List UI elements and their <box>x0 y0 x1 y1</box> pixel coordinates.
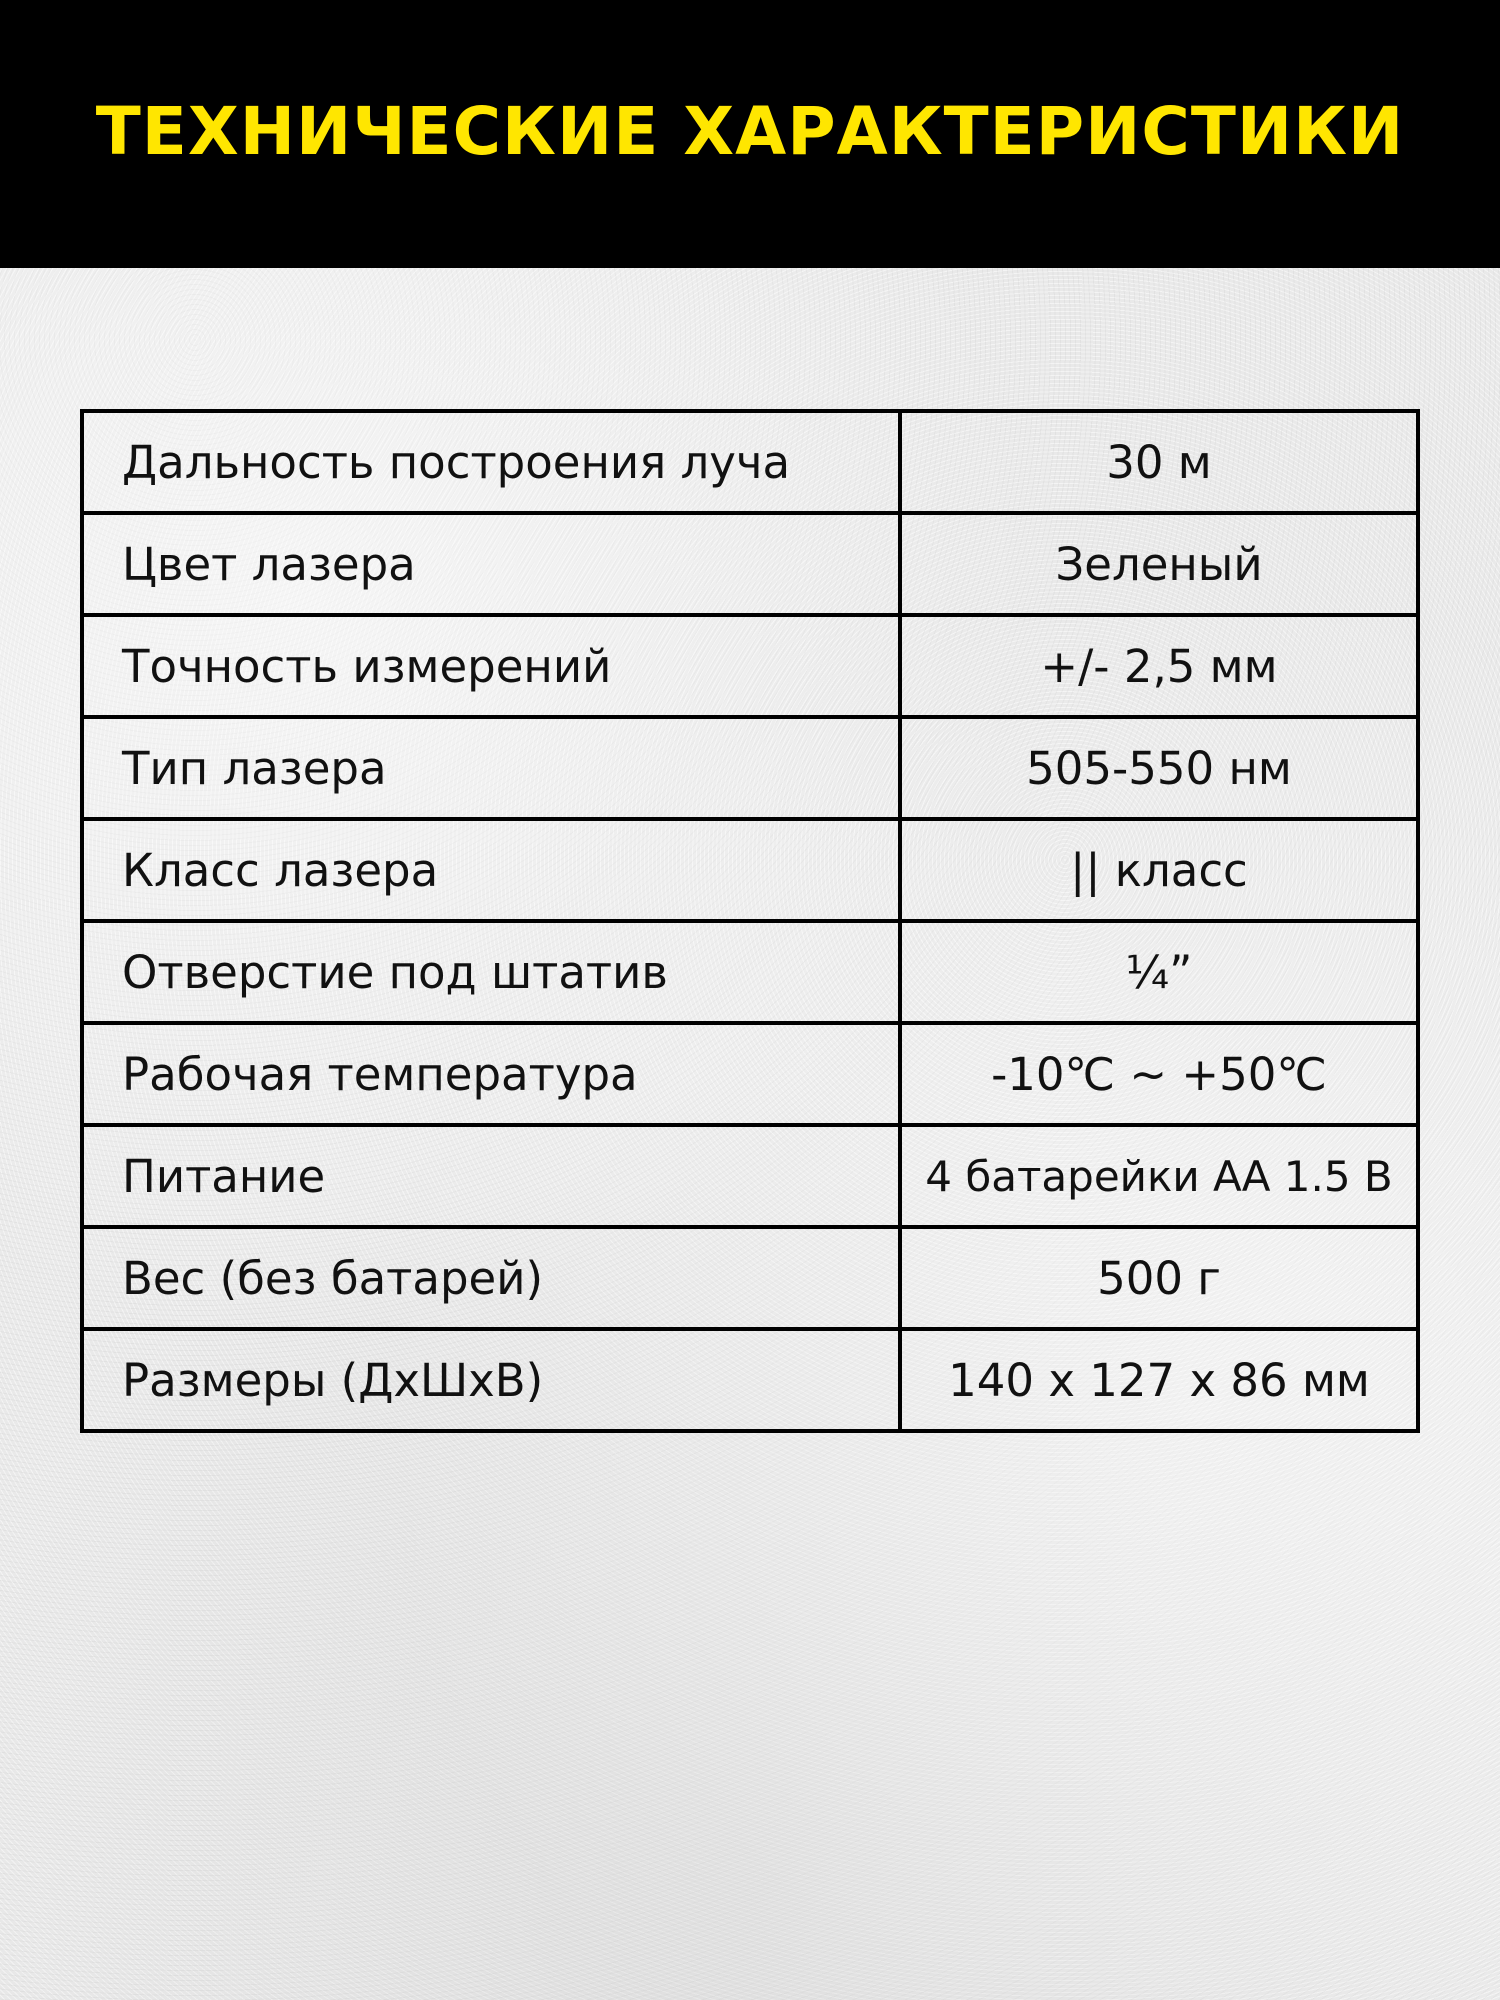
spec-label-beam-range: Дальность построения луча <box>82 411 900 513</box>
spec-value-power: 4 батарейки АА 1.5 В <box>900 1125 1418 1227</box>
spec-label-laser-type: Тип лазера <box>82 717 900 819</box>
header-band <box>0 0 1500 268</box>
spec-label-power: Питание <box>82 1125 900 1227</box>
spec-label-tripod-mount: Отверстие под штатив <box>82 921 900 1023</box>
table-row <box>82 819 1418 921</box>
spec-label-accuracy: Точность измерений <box>82 615 900 717</box>
table-row <box>82 513 1418 615</box>
table-row <box>82 717 1418 819</box>
spec-label-operating-temperature: Рабочая температура <box>82 1023 900 1125</box>
spec-value-tripod-mount: ¼” <box>900 921 1418 1023</box>
spec-label-laser-color: Цвет лазера <box>82 513 900 615</box>
table-row <box>82 1023 1418 1125</box>
specifications-table <box>80 409 1420 1433</box>
table-row <box>82 411 1418 513</box>
spec-label-weight: Вес (без батарей) <box>82 1227 900 1329</box>
table-row <box>82 921 1418 1023</box>
page-title: ТЕХНИЧЕСКИЕ ХАРАКТЕРИСТИКИ <box>95 92 1405 170</box>
spec-value-accuracy: +/- 2,5 мм <box>900 615 1418 717</box>
table-row <box>82 1227 1418 1329</box>
spec-label-dimensions: Размеры (ДхШхВ) <box>82 1329 900 1431</box>
table-row <box>82 615 1418 717</box>
table-row <box>82 1329 1418 1431</box>
spec-value-laser-color: Зеленый <box>900 513 1418 615</box>
spec-label-laser-class: Класс лазера <box>82 819 900 921</box>
spec-value-beam-range: 30 м <box>900 411 1418 513</box>
spec-value-dimensions: 140 х 127 х 86 мм <box>900 1329 1418 1431</box>
spec-value-laser-type: 505-550 нм <box>900 717 1418 819</box>
table-row <box>82 1125 1418 1227</box>
spec-value-operating-temperature: -10℃ ~ +50℃ <box>900 1023 1418 1125</box>
spec-value-weight: 500 г <box>900 1227 1418 1329</box>
spec-value-laser-class: || класс <box>900 819 1418 921</box>
